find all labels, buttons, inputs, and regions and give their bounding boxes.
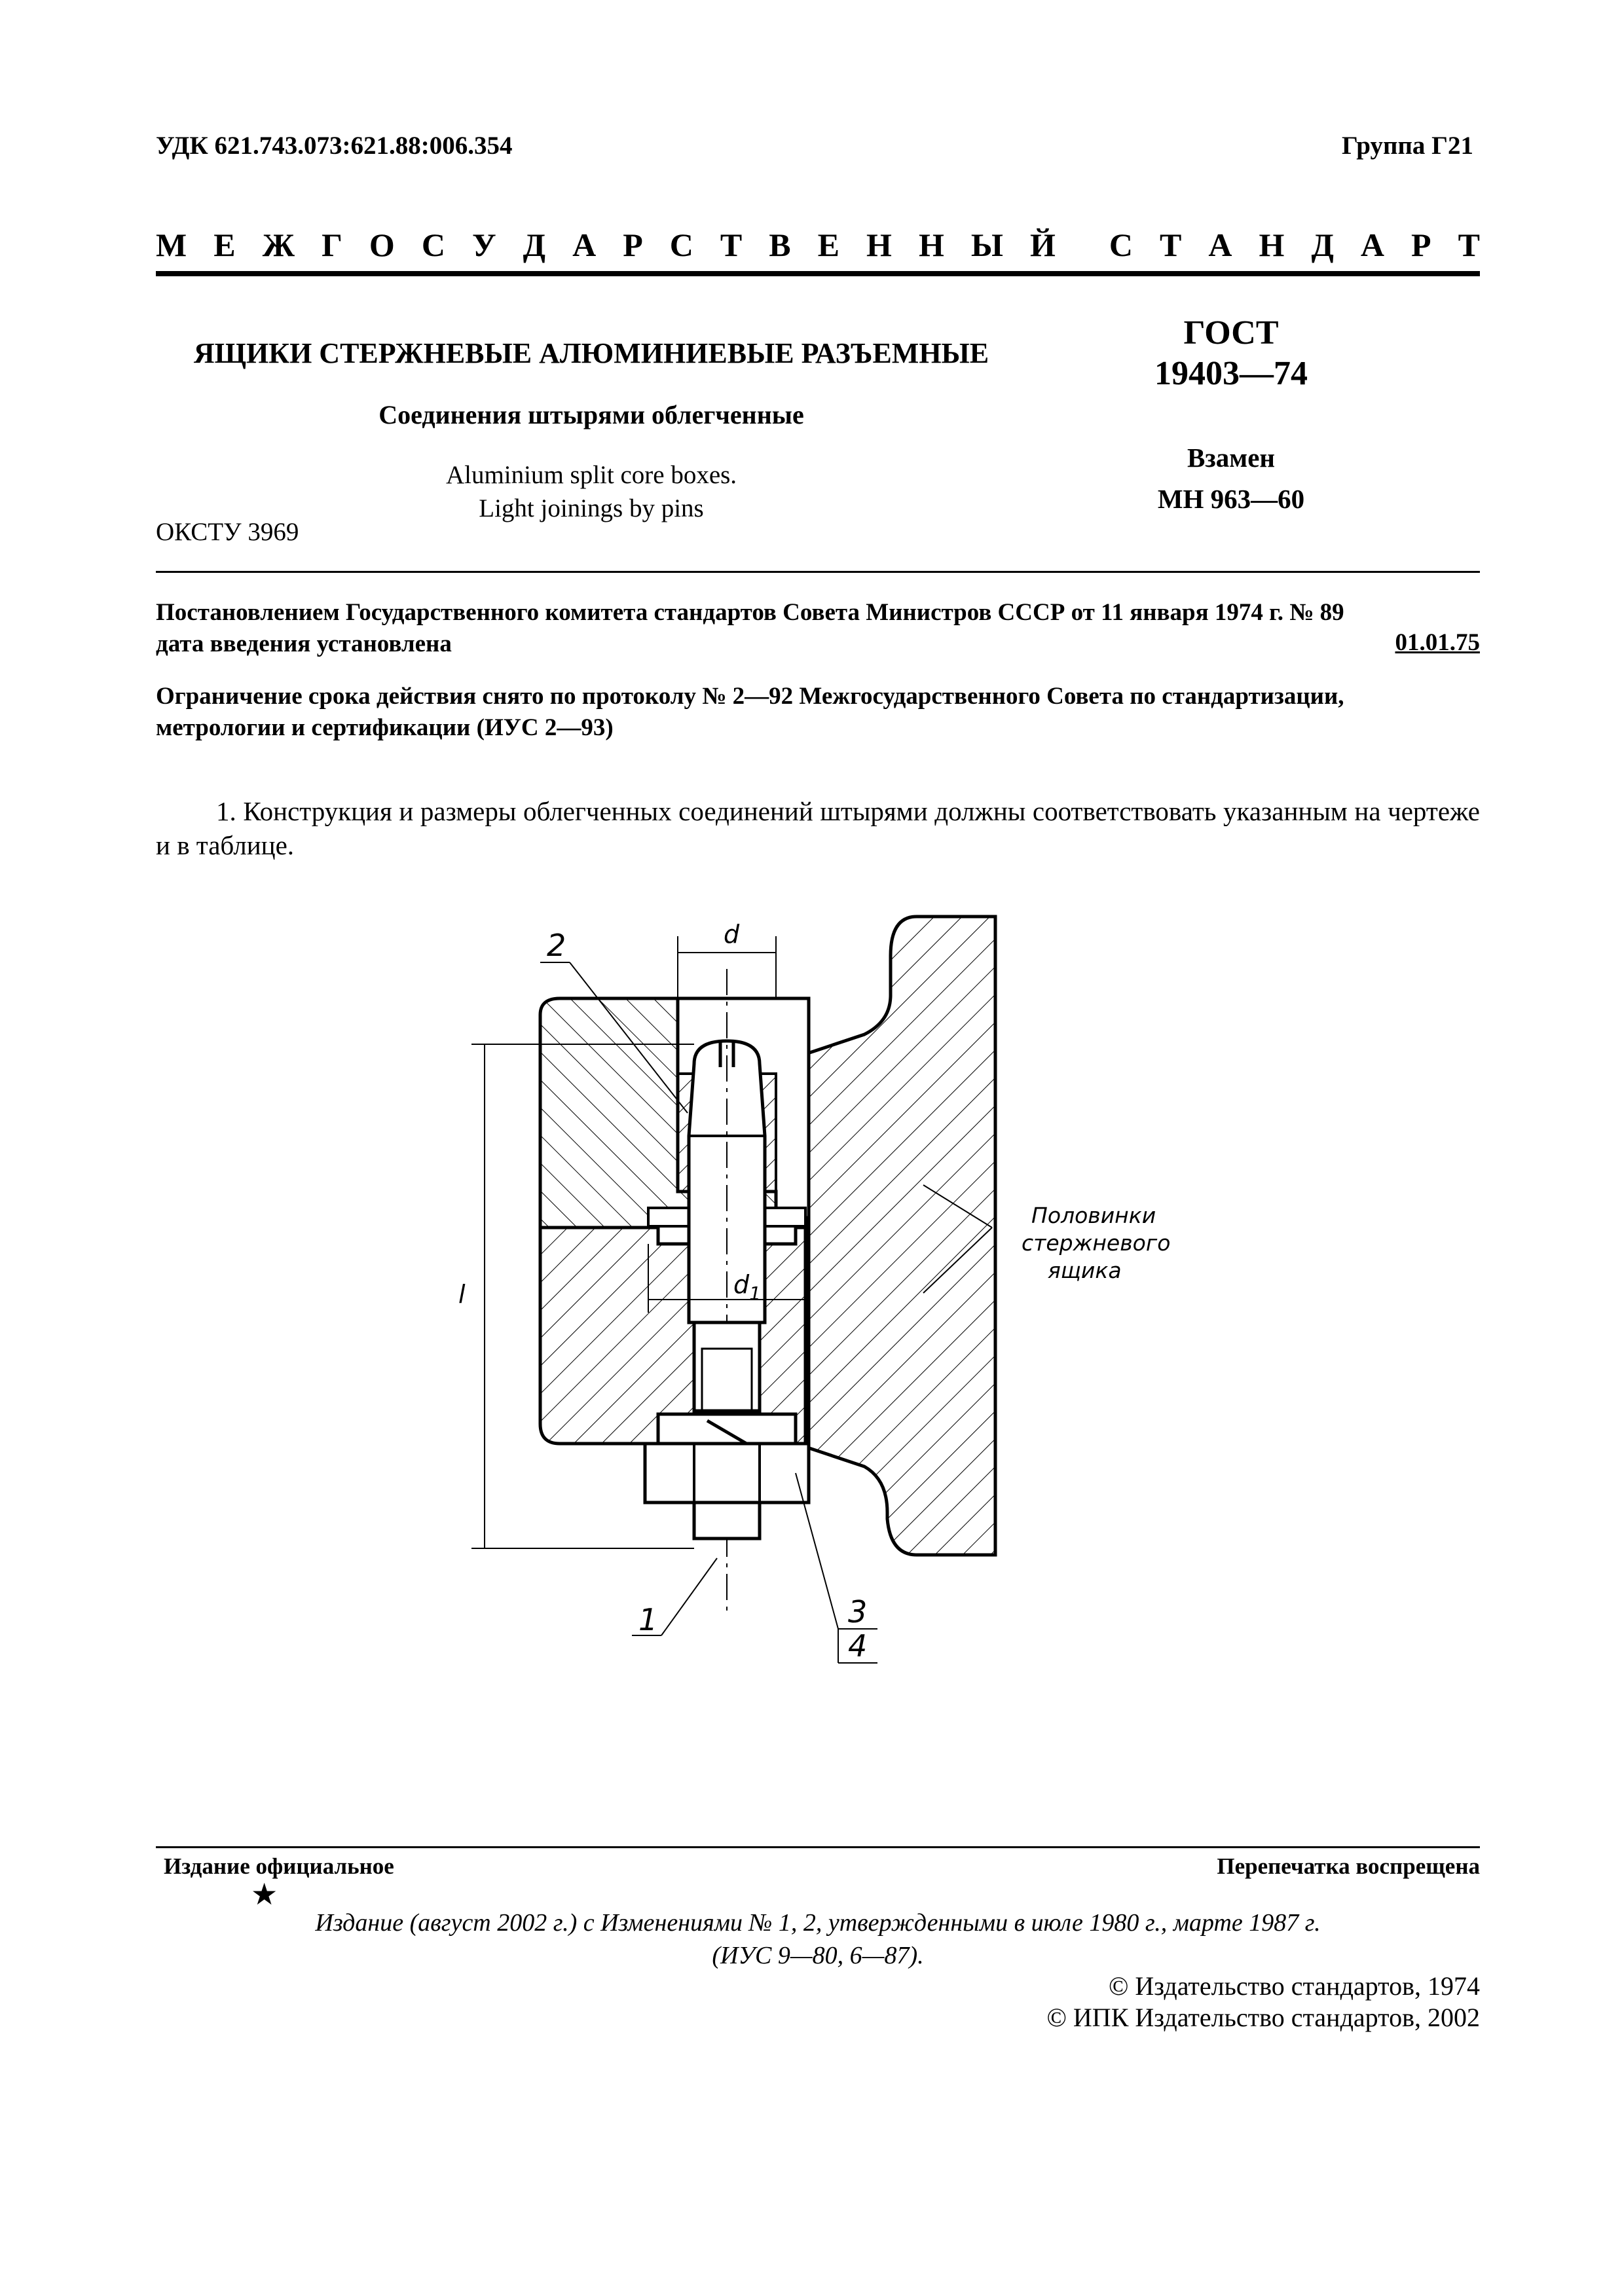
banner-letter: Ж (262, 227, 295, 263)
note-line1: Половинки (1031, 1203, 1156, 1228)
drawing-svg (419, 903, 1205, 1689)
gost-number: 19403—74 (1154, 355, 1308, 392)
callout-4: 4 (848, 1628, 868, 1664)
banner-letter: Е (213, 227, 236, 263)
pin-joint-drawing (419, 903, 1205, 1689)
banner-letter: С (669, 227, 693, 263)
document-title: ЯЩИКИ СТЕРЖНЕВЫЕ АЛЮМИНИЕВЫЕ РАЗЪЕМНЫЕ (193, 337, 989, 369)
replaces-block (1087, 437, 1375, 520)
banner-letter: В (769, 227, 791, 263)
reprint-prohibited: Перепечатка воспрещена (1217, 1853, 1480, 1879)
banner-letter: Н (918, 227, 944, 263)
limitation-line2: метрологии и сертификации (ИУС 2—93) (156, 714, 614, 741)
edition-note (156, 1906, 1480, 1972)
callout-34-leader (796, 1473, 838, 1629)
banner-letter: С (1109, 227, 1134, 263)
banner-letter: Т (720, 227, 743, 263)
dim-d-label: d (724, 920, 740, 949)
pin-thread (694, 1322, 760, 1411)
limitation-line1: Ограничение срока действия снято по протоколу № 2—92 Межгосударственного Совета по стандартизации, (156, 683, 1344, 710)
banner-letter: Г (322, 227, 342, 263)
star-mark: ★ (251, 1878, 278, 1911)
callout-1-leader (661, 1558, 717, 1635)
banner-letter: Н (866, 227, 892, 263)
banner-letter: Р (1411, 227, 1431, 263)
banner-letter: Н (1259, 227, 1285, 263)
english-title (156, 458, 1027, 525)
lower-core-half (540, 1228, 809, 1444)
banner-letter: Т (1160, 227, 1182, 263)
banner-letter: Т (1458, 227, 1480, 263)
banner-letter: У (471, 227, 496, 263)
banner-letter: Й (1029, 227, 1056, 263)
decree-line2: дата введения установлена (156, 630, 452, 657)
official-edition: Издание официальное (164, 1853, 394, 1879)
nut (645, 1444, 809, 1503)
pin-end (694, 1503, 760, 1539)
banner-rule (156, 271, 1480, 276)
edition-line2: (ИУС 9—80, 6—87). (712, 1942, 924, 1969)
washer (658, 1414, 796, 1444)
banner-letter: С (421, 227, 445, 263)
callout-1: 1 (638, 1602, 658, 1637)
introduction-date: 01.01.75 (1395, 629, 1480, 656)
udc-code: УДК 621.743.073:621.88:006.354 (156, 132, 513, 160)
core-box-wall (805, 917, 995, 1555)
banner-letter: А (1208, 227, 1232, 263)
gost-label: ГОСТ (1183, 314, 1279, 352)
group-code: Группа Г21 (1341, 132, 1473, 160)
dim-d1-label: $d_1$ (733, 1270, 761, 1304)
callout-2: 2 (547, 928, 566, 963)
title-block-rule (156, 571, 1480, 573)
okstu-code: ОКСТУ 3969 (156, 518, 299, 546)
gost-designation (1087, 313, 1375, 394)
footer-rule (156, 1846, 1480, 1848)
paragraph-1: 1. Конструкция и размеры облегченных соединений штырями должны соответствовать указанным на чертеже и в таблице. (156, 796, 1480, 860)
banner-letter: Е (817, 227, 839, 263)
note-line2: стержневого (1022, 1230, 1171, 1256)
decree-line1: Постановлением Государственного комитета стандартов Совета Министров СССР от 11 января 1974 г. № 89 (156, 599, 1344, 626)
note-line3: ящика (1048, 1258, 1122, 1283)
replaces-value: МН 963—60 (1157, 484, 1305, 514)
banner-letter: А (1360, 227, 1384, 263)
dim-l-label: l (458, 1280, 466, 1309)
copyright-2002: © ИПК Издательство стандартов, 2002 (1046, 2003, 1480, 2032)
banner-letter: О (369, 227, 395, 263)
banner-letter: М (156, 227, 187, 263)
english-title-line1: Aluminium split core boxes. (445, 461, 737, 489)
banner-letter: Р (623, 227, 643, 263)
banner-letter: Д (523, 227, 546, 263)
copyright-1974: © Издательство стандартов, 1974 (1108, 1971, 1480, 2001)
interstate-standard-banner (156, 226, 1480, 264)
banner-letter: Д (1311, 227, 1334, 263)
english-title-line2: Light joinings by pins (479, 494, 704, 522)
limitation-text (156, 681, 1480, 744)
banner-letter: Ы (970, 227, 1003, 263)
replaces-label: Взамен (1187, 443, 1276, 473)
banner-letter: А (572, 227, 597, 263)
edition-line1: Издание (август 2002 г.) с Изменениями № 1, 2, утвержденными в июле 1980 г., марте 1987 г. (315, 1909, 1321, 1937)
document-subtitle: Соединения штырями облегченные (378, 400, 804, 429)
decree-text (156, 597, 1480, 660)
callout-3: 3 (848, 1594, 868, 1630)
